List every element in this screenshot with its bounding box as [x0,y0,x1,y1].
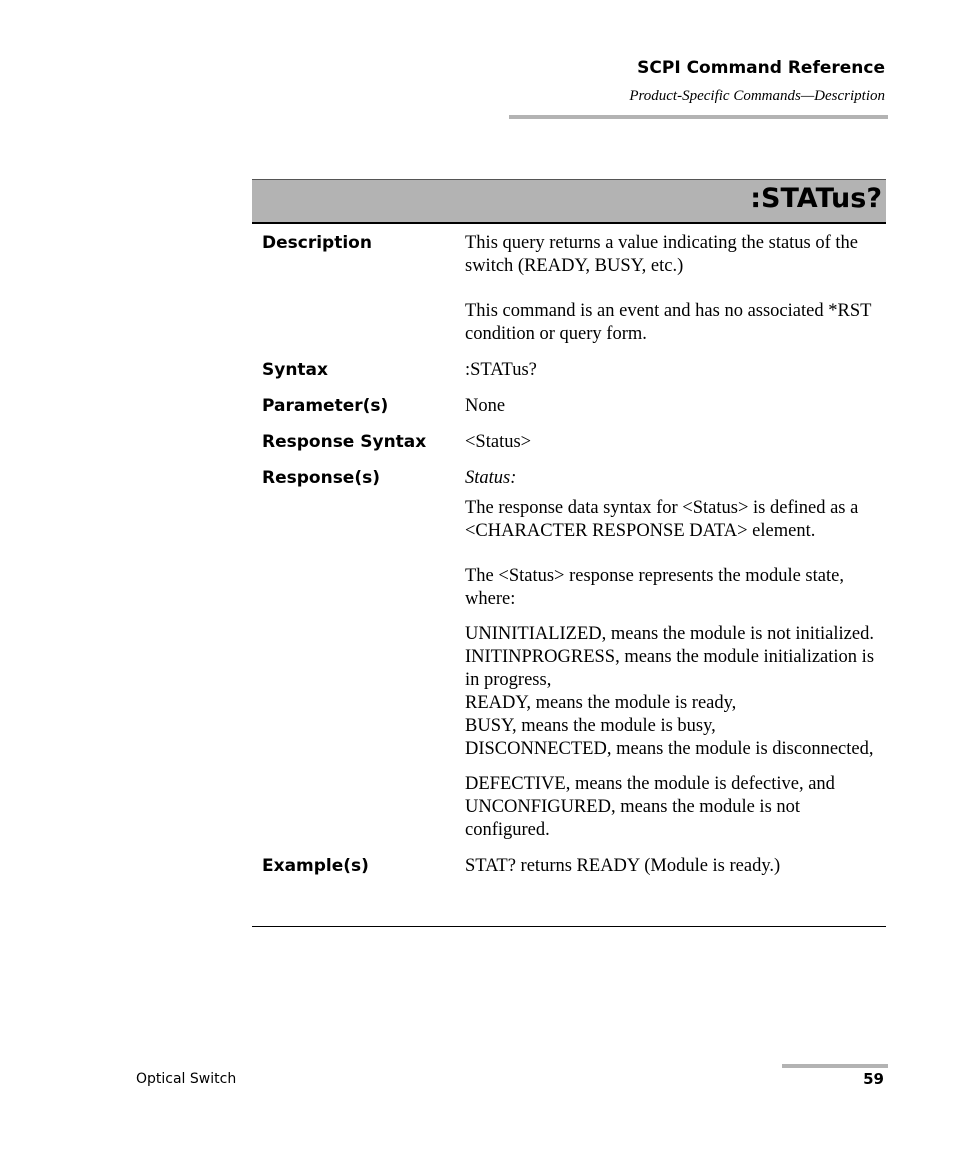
syntax-value: :STATus? [465,360,537,380]
responses-content [465,467,886,842]
responses-row [252,454,886,842]
state-item: READY, means the module is ready, [465,693,737,713]
running-header-subtitle: Product-Specific Commands—Description [629,88,885,104]
command-table [252,224,886,878]
response-paragraph: The <Status> response represents the module state, where: [465,566,844,609]
table-bottom-rule [252,926,886,927]
state-list [465,623,886,761]
response-syntax-row [252,418,886,454]
parameters-label: Parameter(s) [262,396,389,416]
examples-label: Example(s) [262,856,369,876]
parameters-value: None [465,396,506,416]
state-item: BUSY, means the module is busy, [465,716,716,736]
description-paragraph: This query returns a value indicating the status of the switch (READY, BUSY, etc.) [465,233,859,276]
state-item: UNINITIALIZED, means the module is not initialized. [465,624,874,644]
running-header-title: SCPI Command Reference [637,58,885,78]
description-label: Description [262,233,372,253]
footer-product-name: Optical Switch [136,1071,237,1087]
responses-label: Response(s) [262,468,380,488]
description-content [465,232,886,346]
state-item: INITINPROGRESS, means the module initialization is in progress, [465,647,875,690]
description-paragraph: This command is an event and has no associated *RST condition or query form. [465,301,872,344]
response-paragraph: The response data syntax for <Status> is defined as a <CHARACTER RESPONSE DATA> element. [465,498,859,541]
header-rule [509,115,888,119]
examples-row [252,842,886,878]
page-number: 59 [863,1070,884,1088]
command-title-bar [252,179,886,224]
syntax-row [252,346,886,382]
footer-rule [782,1064,888,1068]
response-syntax-value: <Status> [465,432,532,452]
description-row [252,224,886,346]
response-paragraph: DEFECTIVE, means the module is defective, and UNCONFIGURED, means the module is not configured. [465,774,835,840]
examples-value: STAT? returns READY (Module is ready.) [465,856,781,876]
response-syntax-label: Response Syntax [262,432,427,452]
state-item: DISCONNECTED, means the module is disconnected, [465,739,874,759]
parameters-row [252,382,886,418]
syntax-label: Syntax [262,360,328,380]
command-title: :STATus? [750,183,882,214]
response-name: Status: [465,468,517,488]
